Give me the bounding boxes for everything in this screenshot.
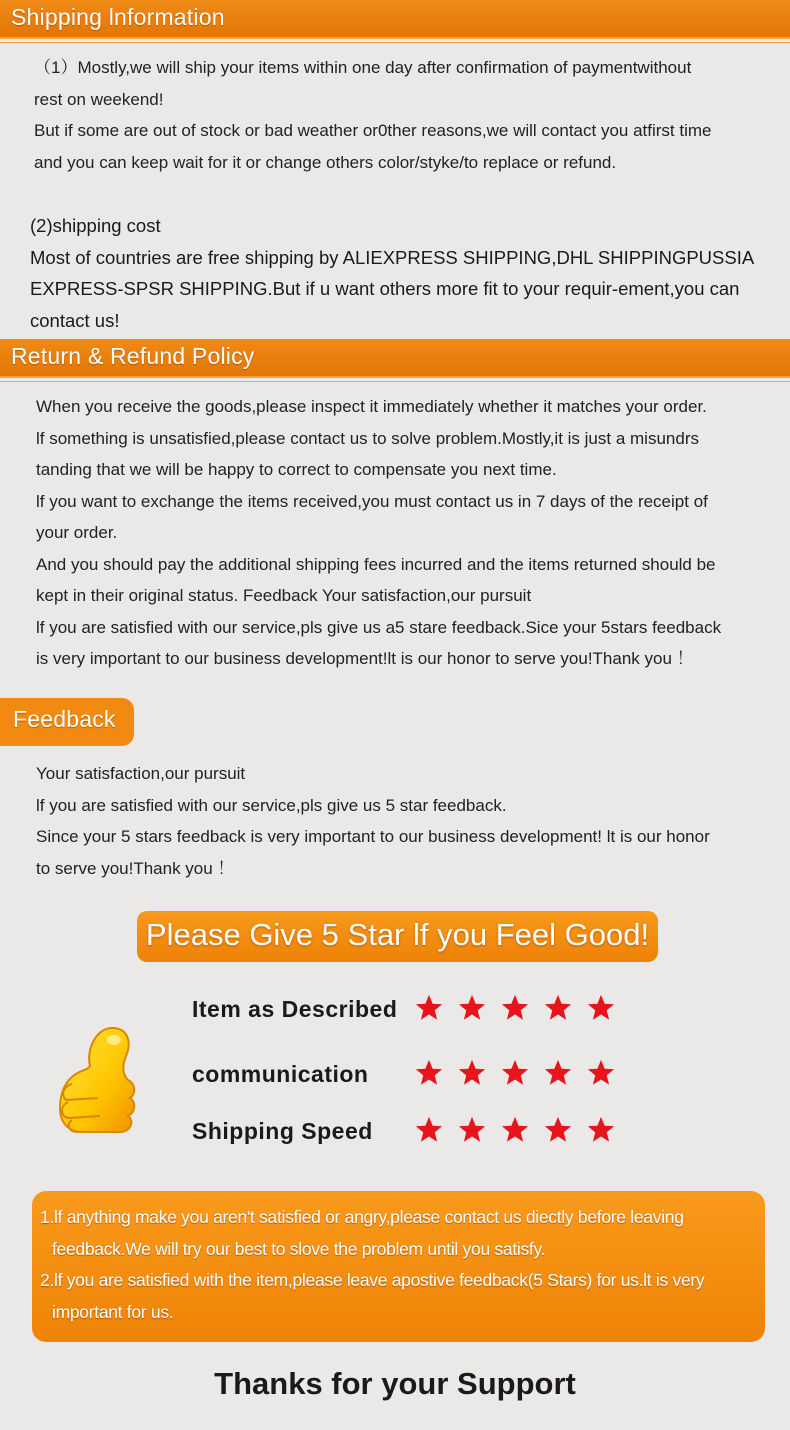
- text-line: When you receive the goods,please inspect it immediately whether it matches your order.: [36, 397, 707, 416]
- notice-line: important for us.: [52, 1301, 174, 1322]
- text-line: lf you are satisfied with our service,pls give us a5 stare feedback.Sice your 5stars feedback: [36, 617, 722, 637]
- rating-label: Item as Described: [192, 996, 398, 1022]
- star-icon: [457, 1058, 487, 1088]
- star-group: [414, 993, 616, 1023]
- star-icon: [500, 993, 530, 1023]
- refund-text: [36, 391, 721, 675]
- text-line: EXPRESS-SPSR SHIPPING.But if u want others more fit to your requir-ement,you can: [30, 278, 740, 299]
- text-line: tanding that we will be happy to correct to compensate you next time.: [36, 460, 557, 479]
- star-group: [414, 1058, 616, 1088]
- text-line: Your satisfaction,our pursuit: [36, 764, 246, 783]
- star-icon: [586, 993, 616, 1023]
- shipping-text: [34, 52, 711, 178]
- shipping-cost-text: [30, 210, 754, 336]
- star-icon: [414, 1058, 444, 1088]
- text-line: But if some are out of stock or bad weather or0ther reasons,we will contact you atfirst time: [34, 121, 712, 140]
- star-icon: [457, 993, 487, 1023]
- notice-box: [32, 1191, 765, 1342]
- notice-line: 2.lf you are satisfied with the item,please leave apostive feedback(5 Stars) for us.lt is very: [40, 1270, 705, 1290]
- text-line: (2)shipping cost: [30, 215, 161, 236]
- star-icon: [543, 993, 573, 1023]
- rating-label: communication: [192, 1061, 369, 1087]
- text-line: and you can keep wait for it or change others color/styke/to replace or refund.: [34, 152, 617, 172]
- star-icon: [500, 1058, 530, 1088]
- text-line: And you should pay the additional shipping fees incurred and the items returned should be: [36, 554, 716, 574]
- text-line: lf you are satisfied with our service,pls give us 5 star feedback.: [36, 795, 507, 815]
- notice-line: feedback.We will try our best to slove the problem until you satisfy.: [52, 1238, 546, 1259]
- refund-title: Return & Refund Policy: [11, 343, 255, 369]
- thumbs-up-icon: [52, 1022, 142, 1138]
- text-line: your order.: [36, 523, 118, 542]
- star-group: [414, 1115, 616, 1145]
- feedback-header: [0, 698, 134, 746]
- text-line: Most of countries are free shipping by ALIEXPRESS SHIPPING,DHL SHIPPINGPUSSIA: [30, 246, 755, 268]
- feedback-title: Feedback: [13, 706, 116, 732]
- star-icon: [457, 1115, 487, 1145]
- rating-label: Shipping Speed: [192, 1118, 373, 1144]
- text-line: to serve you!Thank you ！: [36, 858, 235, 878]
- notice-line: 1.lf anything make you aren't satisfied or angry,please contact us diectly before leaving: [40, 1207, 684, 1227]
- star-icon: [543, 1058, 573, 1088]
- notice-text: [40, 1202, 704, 1328]
- star-icon: [414, 993, 444, 1023]
- text-line: contact us!: [30, 309, 120, 331]
- star-icon: [500, 1115, 530, 1145]
- star-icon: [586, 1115, 616, 1145]
- thanks-heading: Thanks for your Support: [214, 1366, 576, 1401]
- shipping-title: Shipping lnformation: [11, 4, 225, 30]
- five-star-banner: Please Give 5 Star lf you Feel Good!: [137, 911, 658, 962]
- text-line: kept in their original status. Feedback Your satisfaction,our pursuit: [36, 586, 532, 605]
- text-line: Since your 5 stars feedback is very important to our business development! lt is our honor: [36, 827, 710, 846]
- star-icon: [414, 1115, 444, 1145]
- text-line: lf you want to exchange the items received,you must contact us in 7 days of the receipt of: [36, 491, 708, 511]
- text-line: rest on weekend!: [34, 89, 164, 109]
- feedback-text: [36, 758, 710, 884]
- text-line: （1）Mostly,we will ship your items within one day after confirmation of paymentwithout: [34, 58, 692, 77]
- text-line: is very important to our business development!lt is our honor to serve you!Thank you ！: [36, 649, 694, 668]
- refund-header: [0, 339, 790, 378]
- star-icon: [586, 1058, 616, 1088]
- star-icon: [543, 1115, 573, 1145]
- shipping-header: [0, 0, 790, 39]
- text-line: lf something is unsatisfied,please contact us to solve problem.Mostly,it is just a misundrs: [36, 428, 699, 448]
